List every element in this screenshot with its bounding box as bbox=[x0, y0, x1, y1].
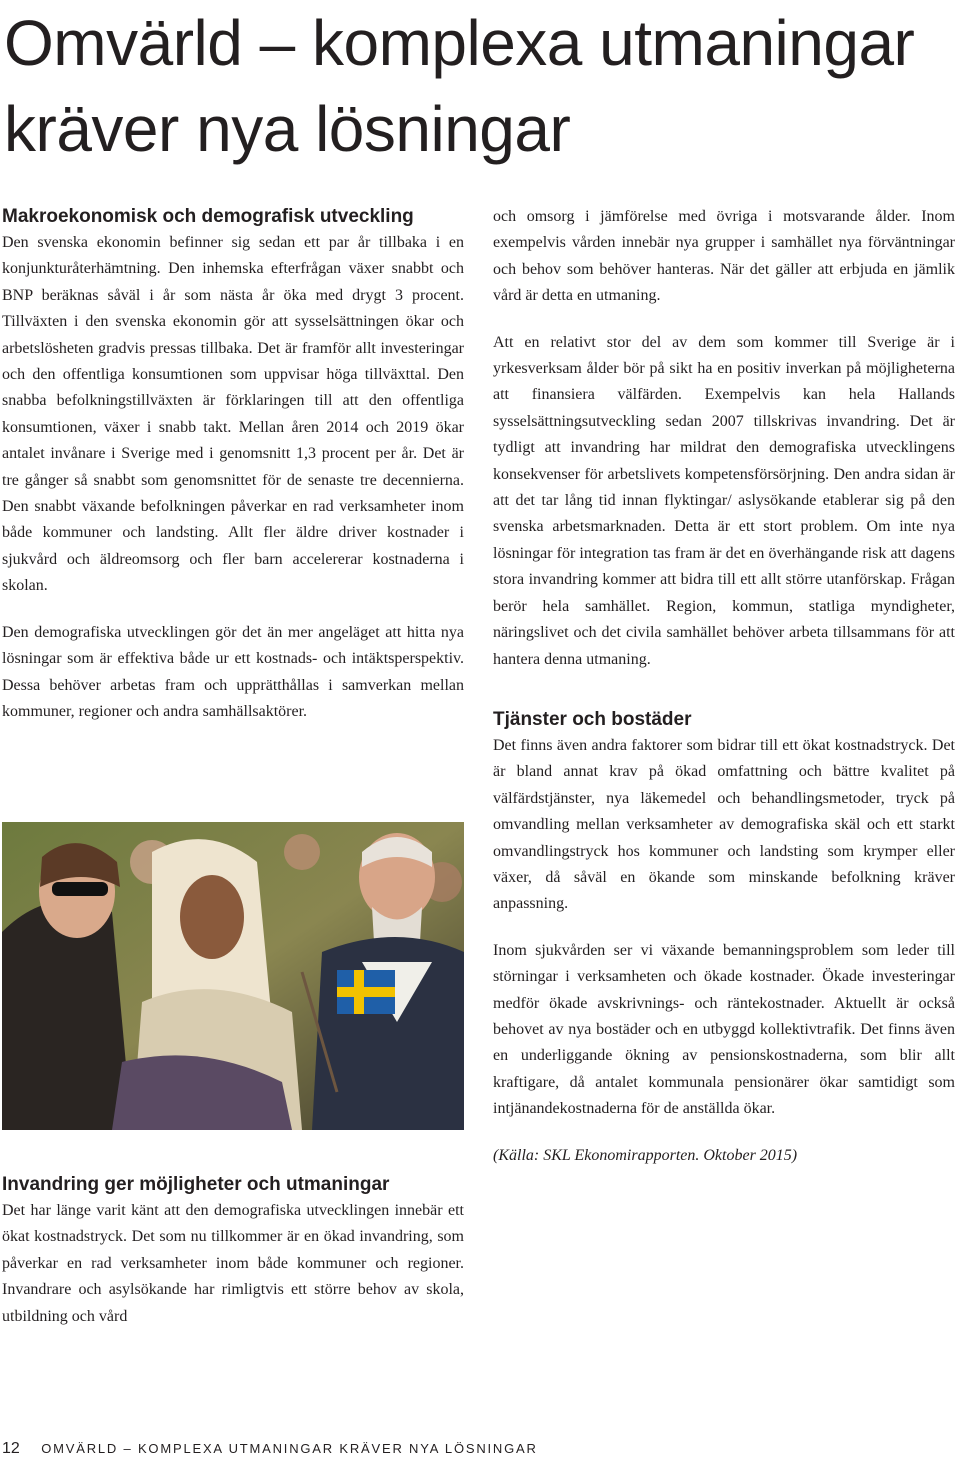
section-heading-tjanster: Tjänster och bostäder bbox=[493, 708, 692, 730]
page-number: 12 bbox=[2, 1440, 20, 1457]
paragraph-makro-1: Den svenska ekonomin befinner sig sedan ett par år tillbaka i en konjunkturåterhämtning. Den inhemska efterfrågan växer snabbt och BNP beräknas såväl i år som nästa år öka med drygt 3 procent. Tillväxten i den svenska ekonomin gör att sysselsättningen ökar och arbetslösheten gradvis pressas tillbaka. Det är framför allt investeringar och den offentliga konsumtionen som uppvisar höga tillväxttal. Den snabba befolkningstillväxten är förklaringen till att den offentliga konsumtionen, växer i snabb takt. Mellan åren 2014 och 2019 ökar antalet invånare i Sverige med i genomsnitt 1,3 procent per år. Det är tre gånger så snabbt som genomsnittet för de senaste tre decennierna. Den snabbt växande befolkningen påverkar en rad verksamheter inom både kommuner och landsting. Allt fler äldre driver kostnader i sjukvård och äldreomsorg och fler barn accelererar kostnaderna i skolan. bbox=[2, 234, 464, 595]
section-heading-makro: Makroekonomisk och demografisk utveckling bbox=[2, 206, 414, 227]
page-footer bbox=[2, 1440, 942, 1458]
crowd-photo bbox=[2, 822, 464, 1130]
right-column bbox=[493, 204, 955, 1189]
paragraph-right-1: Att en relativt stor del av dem som kommer till Sverige är i yrkesverksam ålder bör på sikt ha en positiv inverkan på möjligheterna att finansiera välfärden. Exempelvis kan hela Hallands sysselsättningsutveckling sedan 2007 tillskrivas invandring. Det är tydligt att invandring har mildrat den demografiska utvecklingens konsekvenser för arbetslivets kompetensförsörjning. Den andra sidan är att det tar lång tid innan flyktingar/ aslysökande etablerar sig på den svenska arbetsmarknaden. Detta är ett stort problem. Om inte nya lösningar för integration tas fram är det en överhängande risk att dagens stora invandring kommer att bidra till ett allt större utanförskap. Frågan berör hela samhället. Region, kommun, statliga myndigheter, näringslivet och det civila samhället behöver arbeta tillsammans för att hantera denna utmaning. bbox=[493, 333, 955, 668]
paragraph-invandring-1: Det har länge varit känt att den demografiska utvecklingen innebär ett ökat kostnadstryck. Det som nu tillkommer är en ökad invandring, som påverkar en rad verksamheter inom både kommuner och regioner. Invandrare och asylsökande har rimligtvis ett större behov av skola, utbildning och vård bbox=[2, 1202, 464, 1325]
page-title: Omvärld – komplexa utmaningar kräver nya lösningar bbox=[4, 7, 915, 165]
paragraph-tjanster-1: Det finns även andra faktorer som bidrar till ett ökat kostnadstryck. Det är bland annat krav på ökad omfattning och bättre kvalitet på välfärdstjänster, nya läkemedel och behandlingsmetoder, tryck på omvandling mellan verksamheter av demografiska skäl och ett starkt omvandlingstryck hos kommuner och landsting som krymper eller växer, då såväl en ökande som minskande befolkning kräver anpassning. bbox=[493, 736, 955, 913]
source-citation: (Källa: SKL Ekonomirapporten. Oktober 2015) bbox=[493, 1146, 798, 1164]
section-heading-invandring: Invandring ger möjligheter och utmaningar bbox=[2, 1174, 390, 1195]
running-title: OMVÄRLD – KOMPLEXA UTMANINGAR KRÄVER NYA LÖSNINGAR bbox=[41, 1441, 538, 1456]
paragraph-right-0: och omsorg i jämförelse med övriga i motsvarande ålder. Inom exempelvis vården innebär nya grupper i samhället nya förväntningar och behov som behöver hanteras. När det gäller att erbjuda en jämlik vård är detta en utmaning. bbox=[493, 208, 955, 305]
paragraph-tjanster-2: Inom sjukvården ser vi växande bemanningsproblem som leder till störningar i verksamheten och ökade kostnader. Ökade investeringar medför ökade avskrivnings- och räntekostnader. Aktuellt är också behovet av nya bostäder och en utbyggd kollektivtrafik. Det finns även en underliggande ökning av pensionskostnaderna, som blir allt kraftigare, då antalet kommunala pensionärer ökar samtidigt som intjänandekostnaderna för de anställda ökar. bbox=[493, 941, 955, 1118]
left-column-bottom bbox=[2, 1172, 464, 1330]
paragraph-makro-2: Den demografiska utvecklingen gör det än mer angeläget att hitta nya lösningar som är effektiva både ur ett kostnads- och intäktsperspektiv. Dessa behöver arbetas fram och upprätthållas i samverkan mellan kommuner, regioner och andra samhällsaktörer. bbox=[2, 623, 464, 720]
left-column bbox=[2, 204, 464, 745]
